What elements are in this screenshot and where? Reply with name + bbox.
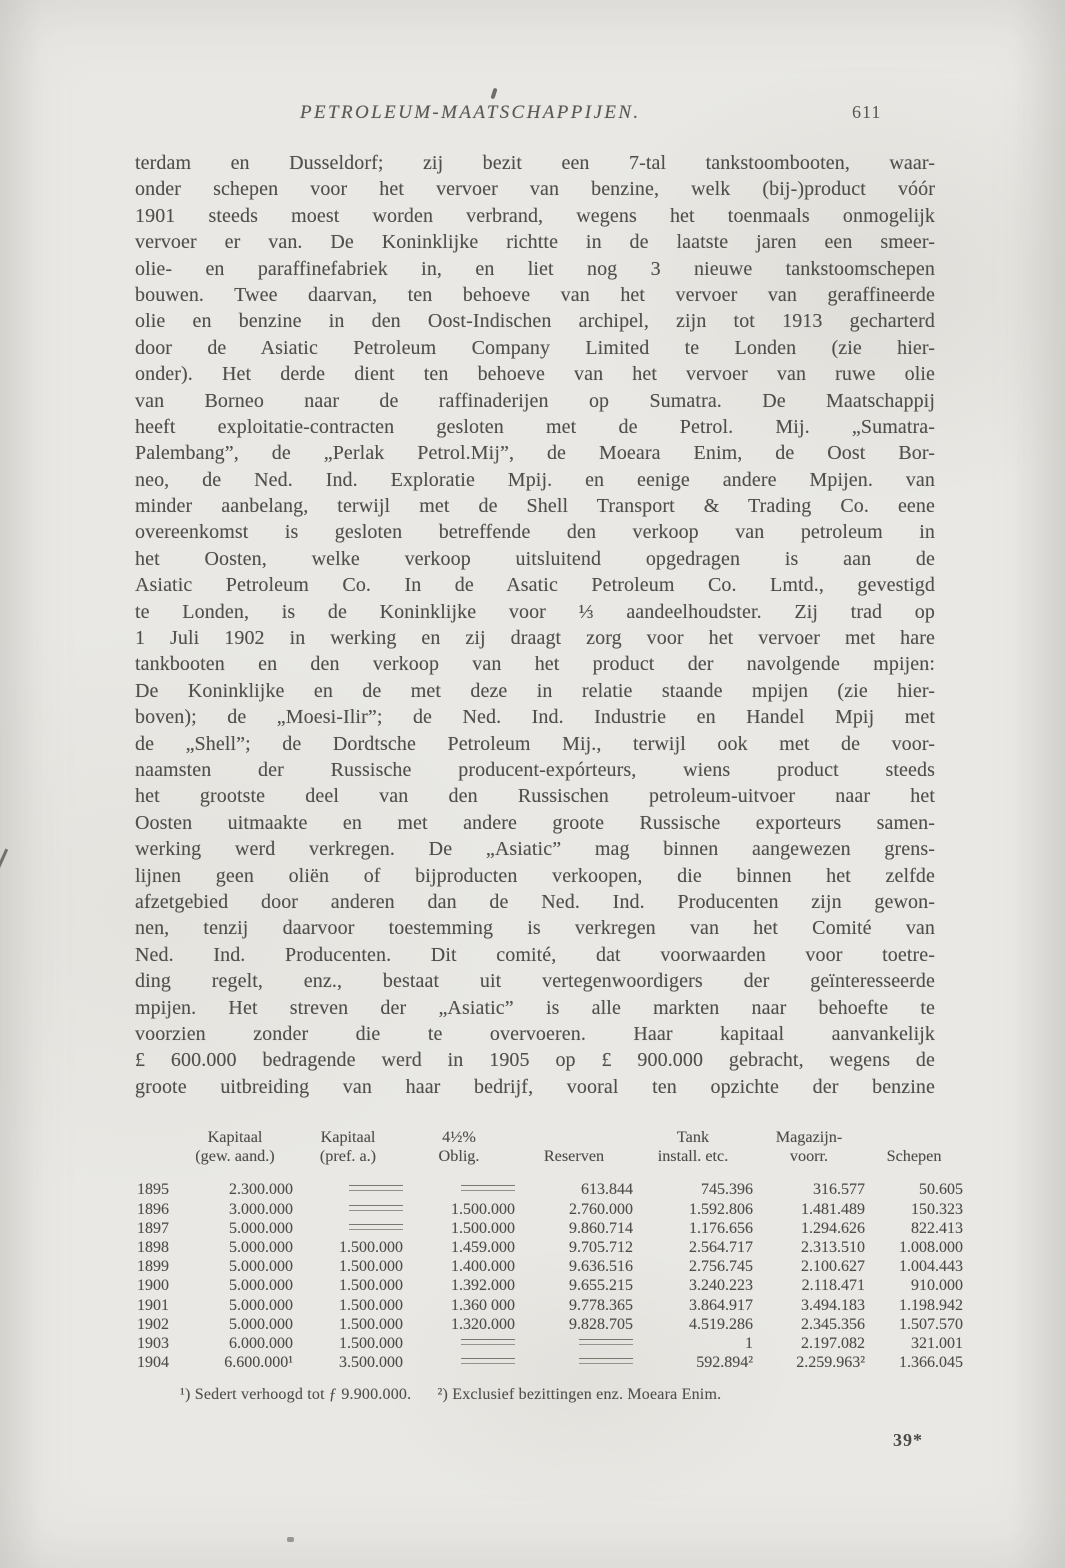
table-header-row (133, 1147, 973, 1166)
year-cell: 1902 (137, 1315, 169, 1333)
text-line: minder aanbelang, terwijl met de Shell Transport & Trading Co. eene (135, 495, 935, 518)
text-line: olie- en paraffinefabriek in, en liet nog 3 nieuwe tankstoomschepen (135, 257, 935, 280)
table-cell: 2.345.356 (801, 1315, 865, 1333)
ink-speck (0, 849, 8, 874)
text-line: De Koninklijke en de met deze in relatie staande mpijen (zie hier- (135, 679, 935, 702)
header-cell: Schepen (886, 1147, 942, 1166)
text-line: overeenkomst is gesloten betreffende den verkoop van petroleum in (135, 521, 935, 544)
table-cell: 1.366.045 (899, 1354, 963, 1372)
table-cell: 3.240.223 (689, 1277, 753, 1295)
text-line: Palembang”, de „Perlak Petrol.Mij”, de Moeara Enim, de Oost Bor- (135, 442, 935, 465)
table-cell (403, 1353, 515, 1372)
text-line: Ned. Ind. Producenten. Dit comité, dat voorwaarden voor toetre- (135, 943, 935, 966)
table-row (133, 1334, 973, 1353)
table-cell: 910.000 (911, 1277, 963, 1295)
header-cell: voorr. (789, 1147, 829, 1166)
table-cell: 321.001 (911, 1334, 963, 1352)
table-cell: 1.176.656 (689, 1219, 753, 1237)
header-cell: Magazijn- (775, 1128, 843, 1146)
table-cell: 2.100.627 (801, 1258, 865, 1276)
table-cell: 2.118.471 (801, 1277, 865, 1295)
text-line: £ 600.000 bedragende werd in 1905 op £ 900.000 gebracht, wegens de (135, 1049, 935, 1072)
table-cell: 1.500.000 (339, 1258, 403, 1276)
table-cell: 5.000.000 (229, 1315, 293, 1333)
table-cell: 4.519.286 (689, 1315, 753, 1333)
table-row (133, 1238, 973, 1257)
table-cell (403, 1334, 515, 1353)
text-line: het grootste deel van den Russischen petroleum-uitvoer naar het (135, 785, 935, 808)
table-row (133, 1296, 973, 1315)
table-cell: 1.592.806 (689, 1200, 753, 1218)
footnote (180, 1386, 940, 1404)
text-line: terdam en Dusseldorf; zij bezit een 7-tal tankstoombooten, waar- (135, 152, 935, 174)
ink-speck (490, 88, 497, 100)
year-cell: 1900 (137, 1277, 169, 1295)
text-line: groote uitbreiding van haar bedrijf, vooral ten opzichte der benzine (135, 1075, 935, 1098)
year-cell: 1904 (137, 1354, 169, 1372)
text-line: de „Shell”; de Dordtsche Petroleum Mij., terwijl ook met de voor- (135, 732, 935, 755)
header-cell: (gew. aand.) (195, 1147, 275, 1166)
empty-value-dash (349, 1205, 403, 1211)
text-line: te Londen, is de Koninklijke voor ⅓ aandeelhoudster. Zij trad op (135, 600, 935, 623)
table-cell: 9.828.705 (569, 1315, 633, 1333)
header-cell: Kapitaal (207, 1128, 263, 1146)
table-cell: 1.459.000 (451, 1238, 515, 1256)
year-cell: 1898 (137, 1238, 169, 1256)
table-cell: 3.500.000 (339, 1354, 403, 1372)
table-cell (293, 1200, 403, 1219)
table-cell (515, 1353, 633, 1372)
empty-value-dash (579, 1358, 633, 1364)
year-cell: 1899 (137, 1258, 169, 1276)
table-cell: 822.413 (911, 1219, 963, 1237)
footnote-1: ¹) Sedert verhoogd tot ƒ 9.900.000. (180, 1386, 412, 1403)
table-cell: 9.655.215 (569, 1277, 633, 1295)
table-header-row (133, 1128, 973, 1147)
table-cell: 2.197.082 (801, 1334, 865, 1352)
table-cell: 9.860.714 (569, 1219, 633, 1237)
table-cell: 9.636.516 (569, 1258, 633, 1276)
table-cell: 1.320.000 (451, 1315, 515, 1333)
year-cell: 1896 (137, 1200, 169, 1218)
text-line: neo, de Ned. Ind. Exploratie Mpij. en eenige andere Mpijen. van (135, 468, 935, 491)
text-line: tankbooten en den verkoop van het product der navolgende mpijen: (135, 653, 935, 676)
table-cell: 6.600.000¹ (224, 1354, 293, 1372)
table-cell: 1.500.000 (451, 1219, 515, 1237)
table-cell: 2.259.963² (796, 1354, 865, 1372)
text-line: nen, tenzij daarvoor toestemming is verkregen van het Comité van (135, 917, 935, 940)
empty-value-dash (349, 1185, 403, 1191)
text-line: naamsten der Russische producent-expórteurs, wiens product steeds (135, 758, 935, 781)
table-cell: 2.756.745 (689, 1258, 753, 1276)
table-cell: 1.008.000 (899, 1238, 963, 1256)
table-cell: 1.294.626 (801, 1219, 865, 1237)
table-cell: 3.494.183 (801, 1296, 865, 1314)
table-cell: 2.300.000 (229, 1181, 293, 1199)
ink-speck (287, 1537, 294, 1542)
table-cell: 5.000.000 (229, 1277, 293, 1295)
header-cell: install. etc. (657, 1147, 729, 1166)
text-line: onder schepen voor het vervoer van benzine, welk (bij-)product vóór (135, 178, 935, 201)
table-cell (403, 1180, 515, 1199)
text-line: ding regelt, enz., bestaat uit vertegenwoordigers der geïnteresseerde (135, 970, 935, 993)
table-cell (293, 1180, 403, 1199)
table-cell: 1.360 000 (451, 1296, 515, 1314)
table-cell: 1.500.000 (339, 1334, 403, 1352)
table-cell: 3.000.000 (229, 1200, 293, 1218)
table-cell: 745.396 (701, 1181, 753, 1199)
text-line: Oosten uitmaakte en met andere groote Russische exporteurs samen- (135, 811, 935, 834)
header-cell: Oblig. (438, 1147, 480, 1166)
table-cell: 613.844 (581, 1181, 633, 1199)
year-cell: 1897 (137, 1219, 169, 1237)
table-cell: 1.507.570 (899, 1315, 963, 1333)
text-line: werking werd verkregen. De „Asiatic” mag binnen aangewezen grens- (135, 838, 935, 861)
table-cell: 150.323 (911, 1200, 963, 1218)
table-cell: 50.605 (919, 1181, 963, 1199)
table-row (133, 1257, 973, 1276)
empty-value-dash (461, 1185, 515, 1191)
page-title: PETROLEUM-MAATSCHAPPIJEN. (300, 102, 641, 123)
table-cell: 1.500.000 (339, 1277, 403, 1295)
header-cell: Kapitaal (320, 1128, 376, 1146)
year-cell: 1895 (137, 1181, 169, 1199)
text-line: door de Asiatic Petroleum Company Limited te Londen (zie hier- (135, 336, 935, 359)
table-cell: 592.894² (696, 1354, 753, 1372)
text-line: boven); de „Moesi-Ilir”; de Ned. Ind. Industrie en Handel Mpij met (135, 706, 935, 729)
text-line: afzetgebied door anderen dan de Ned. Ind. Producenten zijn gewon- (135, 890, 935, 913)
empty-value-dash (461, 1339, 515, 1345)
table-cell: 9.705.712 (569, 1238, 633, 1256)
table-cell: 1 (745, 1334, 753, 1352)
table-cell: 3.864.917 (689, 1296, 753, 1314)
text-line: mpijen. Het streven der „Asiatic” is alle markten naar behoefte te (135, 996, 935, 1019)
table-cell: 1.481.489 (801, 1200, 865, 1218)
header-cell: Reserven (543, 1147, 605, 1166)
table-cell: 1.400.000 (451, 1258, 515, 1276)
table-body (133, 1180, 973, 1372)
header-cell: (pref. a.) (319, 1147, 377, 1166)
footnote-2: ²) Exclusief bezittingen enz. Moeara Enim. (437, 1386, 722, 1403)
table-cell: 1.198.942 (899, 1296, 963, 1314)
text-line: van Borneo naar de raffinaderijen op Sumatra. De Maatschappij (135, 389, 935, 412)
text-line: 1901 steeds moest worden verbrand, wegens het toenmaals onmogelijk (135, 204, 935, 227)
text-line: onder). Het derde dient ten behoeve van het vervoer van ruwe olie (135, 363, 935, 386)
table-cell: 2.564.717 (689, 1238, 753, 1256)
table-cell: 9.778.365 (569, 1296, 633, 1314)
table-cell: 6.000.000 (229, 1334, 293, 1352)
financial-table (133, 1128, 973, 1372)
table-row (133, 1180, 973, 1199)
empty-value-dash (349, 1224, 403, 1230)
table-cell: 2.313.510 (801, 1238, 865, 1256)
text-line: voorzien zonder die te overvoeren. Haar kapitaal aanvankelijk (135, 1022, 935, 1045)
text-line: vervoer er van. De Koninklijke richtte in de laatste jaren een smeer- (135, 231, 935, 254)
table-row (133, 1315, 973, 1334)
text-line: bouwen. Twee daarvan, ten behoeve van het vervoer van geraffineerde (135, 283, 935, 306)
table-cell: 1.392.000 (451, 1277, 515, 1295)
year-cell: 1901 (137, 1296, 169, 1314)
page-number: 611 (852, 102, 882, 122)
table-cell: 316.577 (813, 1181, 865, 1199)
text-line: het Oosten, welke verkoop uitsluitend opgedragen is aan de (135, 547, 935, 570)
empty-value-dash (579, 1339, 633, 1345)
table-cell (293, 1219, 403, 1238)
table-cell: 5.000.000 (229, 1238, 293, 1256)
text-line: 1 Juli 1902 in werking en zij draagt zorg voor het vervoer met hare (135, 627, 935, 650)
text-line: heeft exploitatie-contracten gesloten met de Petrol. Mij. „Sumatra- (135, 415, 935, 438)
empty-value-dash (461, 1358, 515, 1364)
table-cell: 5.000.000 (229, 1258, 293, 1276)
text-line: olie en benzine in den Oost-Indischen archipel, zijn tot 1913 gecharterd (135, 310, 935, 333)
body-text (135, 150, 935, 1100)
table-cell: 1.004.443 (899, 1258, 963, 1276)
table-cell: 1.500.000 (339, 1296, 403, 1314)
text-line: Asiatic Petroleum Co. In de Asatic Petroleum Co. Lmtd., gevestigd (135, 574, 935, 597)
table-row (133, 1219, 973, 1238)
table-cell: 5.000.000 (229, 1296, 293, 1314)
table-cell: 1.500.000 (451, 1200, 515, 1218)
table-row (133, 1200, 973, 1219)
signature-mark: 39* (893, 1430, 923, 1450)
header-cell: 4½% (442, 1128, 476, 1146)
table-cell (515, 1334, 633, 1353)
table-row (133, 1353, 973, 1372)
running-header (0, 102, 1065, 132)
table-cell: 1.500.000 (339, 1315, 403, 1333)
table-cell: 2.760.000 (569, 1200, 633, 1218)
year-cell: 1903 (137, 1334, 169, 1352)
header-cell: Tank (676, 1128, 710, 1146)
table-cell: 1.500.000 (339, 1238, 403, 1256)
text-line: lijnen geen oliën of bijproducten verkoopen, die binnen het zelfde (135, 864, 935, 887)
table-row (133, 1276, 973, 1295)
table-cell: 5.000.000 (229, 1219, 293, 1237)
